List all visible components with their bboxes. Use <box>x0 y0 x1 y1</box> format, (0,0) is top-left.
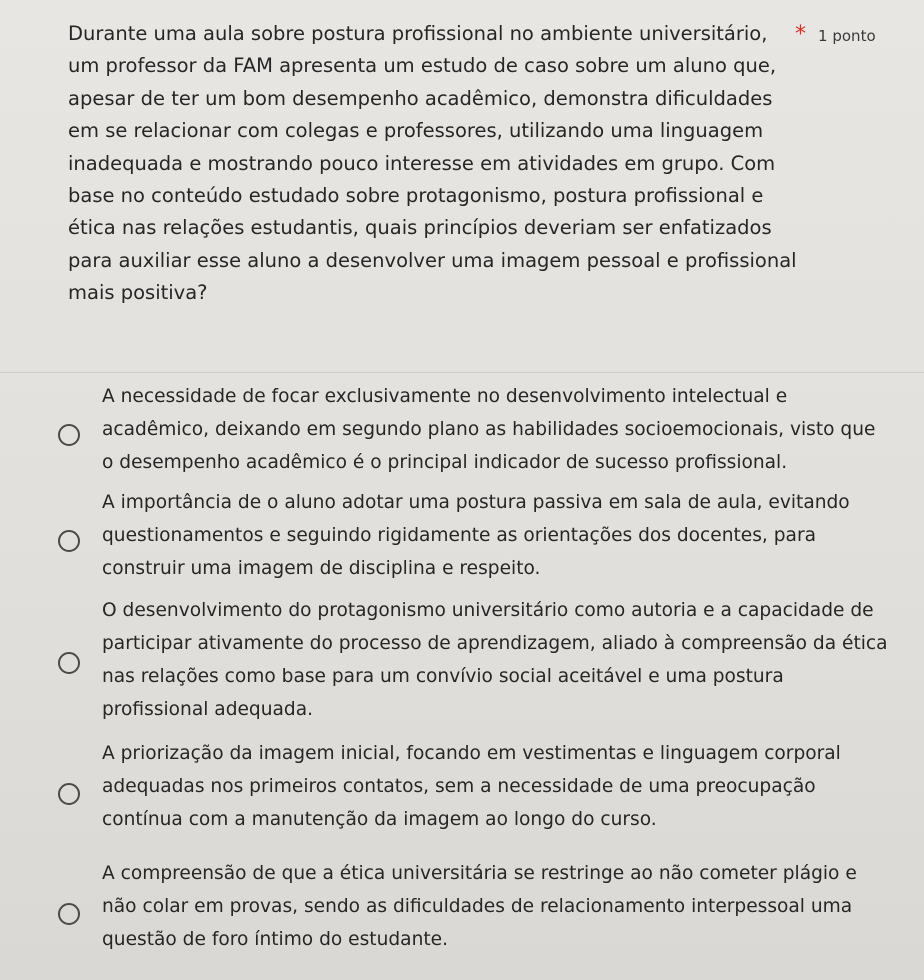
radio-button[interactable] <box>58 530 80 552</box>
answer-option[interactable] <box>40 486 900 586</box>
option-label[interactable]: A priorização da imagem inicial, focando em vestimentas e linguagem corporal adequadas nos primeiros contatos, sem a necessidade de uma preocupação contínua com a manutenção da imagem ao longo do curso. <box>102 743 841 830</box>
answer-option[interactable] <box>40 594 900 726</box>
answer-option[interactable] <box>40 857 900 957</box>
radio-button[interactable] <box>58 783 80 805</box>
radio-button[interactable] <box>58 424 80 446</box>
option-label[interactable]: A compreensão de que a ética universitária se restringe ao não cometer plágio e não colar em provas, sendo as dificuldades de relacionamento interpessoal uma questão de foro íntimo do estudante. <box>102 863 857 950</box>
answer-option[interactable] <box>40 737 900 837</box>
question-text: Durante uma aula sobre postura profissional no ambiente universitário, um professor da FAM apresenta um estudo de caso sobre um aluno que, apesar de ter um bom desempenho acadêmico, demonstra dificuldades em se relacionar com colegas e professores, utilizando uma linguagem inadequada e mostrando pouco interesse em atividades em grupo. Com base no conteúdo estudado sobre protagonismo, postura profissional e ética nas relações estudantis, quais princípios deveriam ser enfatizados para auxiliar esse aluno a desenvolver uma imagem pessoal e profissional mais positiva? <box>68 22 797 305</box>
points-label: 1 ponto <box>818 27 876 45</box>
required-asterisk: * <box>795 22 806 47</box>
option-label[interactable]: A importância de o aluno adotar uma postura passiva em sala de aula, evitando questionamentos e seguindo rigidamente as orientações dos docentes, para construir uma imagem de disciplina e respeito. <box>102 492 850 579</box>
option-label[interactable]: A necessidade de focar exclusivamente no desenvolvimento intelectual e acadêmico, deixando em segundo plano as habilidades socioemocionais, visto que o desempenho acadêmico é o principal indicador de sucesso profissional. <box>102 386 876 473</box>
divider <box>0 372 924 373</box>
radio-button[interactable] <box>58 903 80 925</box>
question-meta <box>795 22 876 47</box>
option-label[interactable]: O desenvolvimento do protagonismo universitário como autoria e a capacidade de participar ativamente do processo de aprendizagem, aliado à compreensão da ética nas relações como base para um convívio social aceitável e uma postura profissional adequada. <box>102 600 888 720</box>
radio-button[interactable] <box>58 652 80 674</box>
answer-option[interactable] <box>40 380 900 480</box>
